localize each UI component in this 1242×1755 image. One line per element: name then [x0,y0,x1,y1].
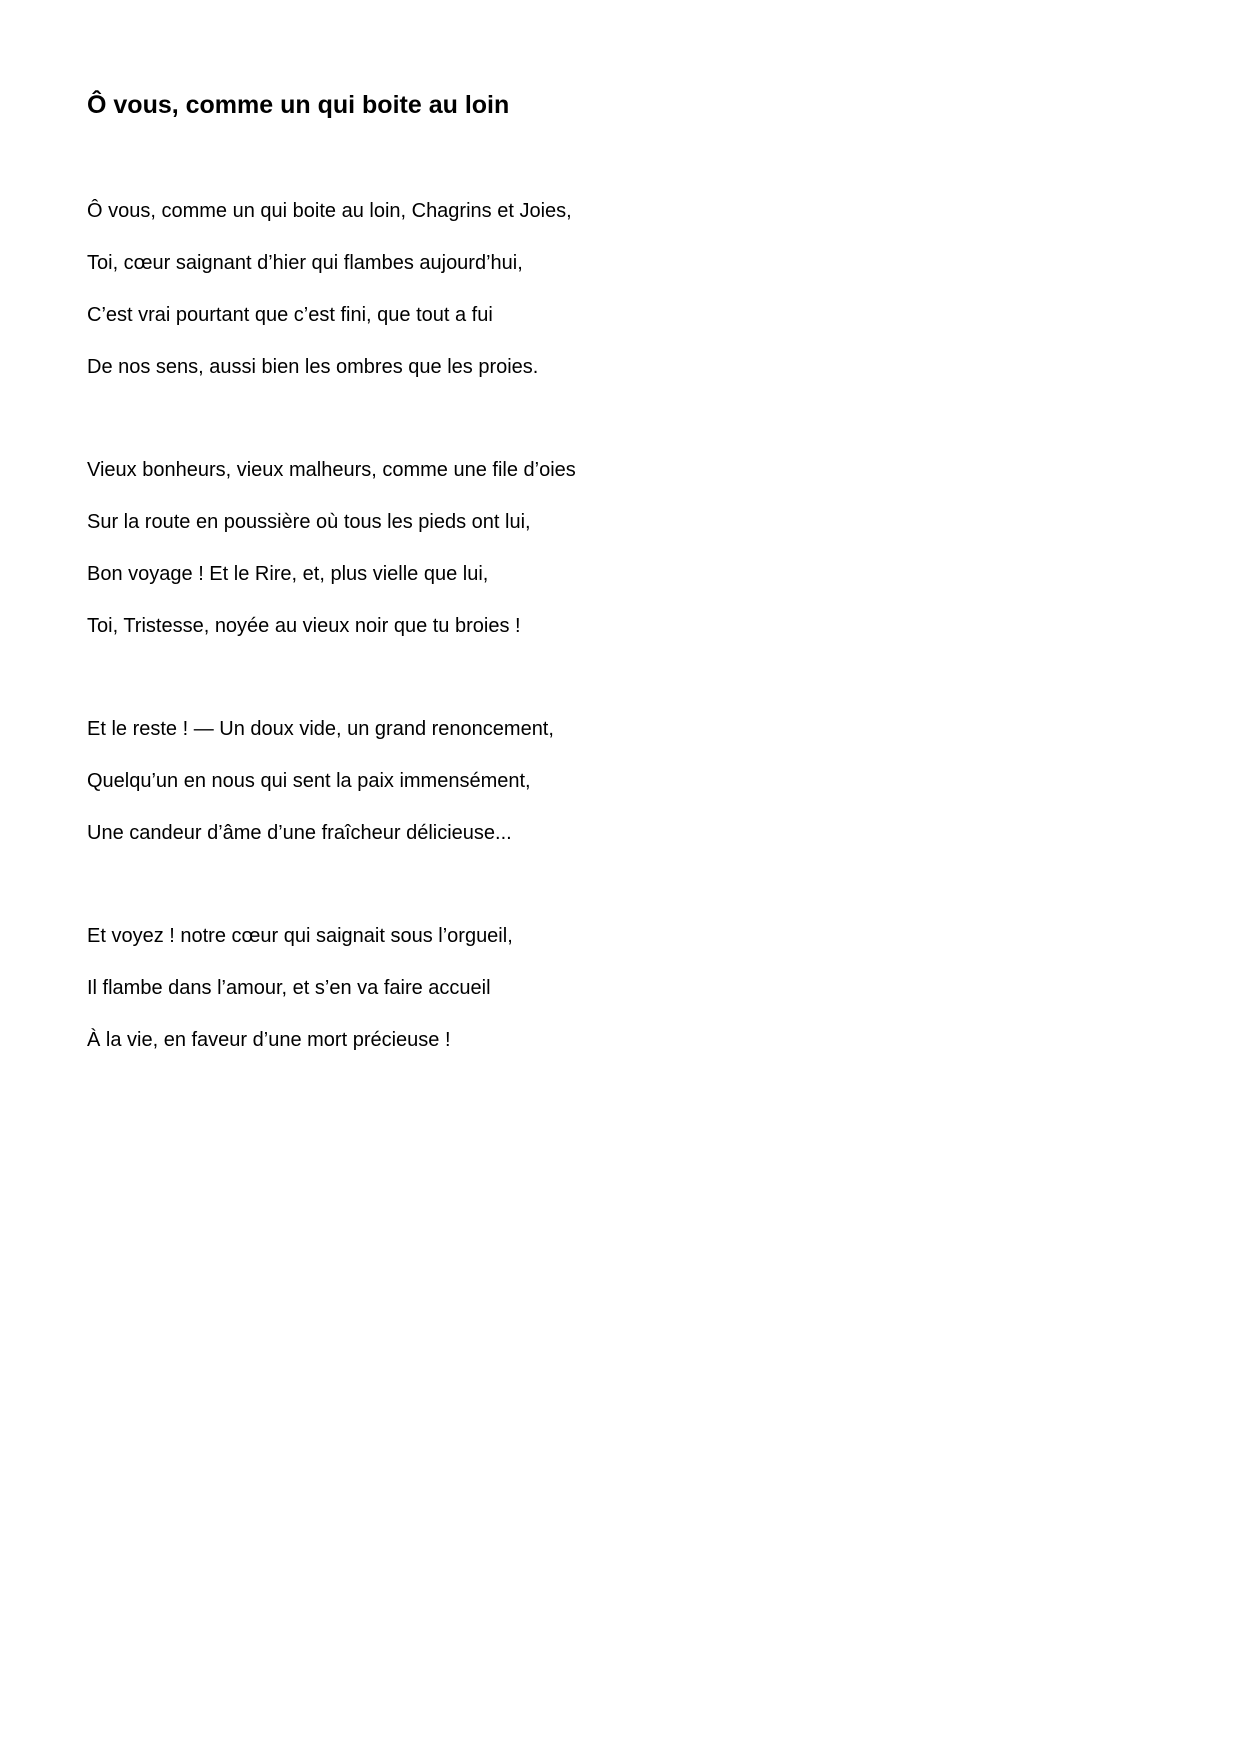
poem-line: Il flambe dans l’amour, et s’en va faire accueil [87,977,491,999]
poem-line: Bon voyage ! Et le Rire, et, plus vielle que lui, [87,563,489,585]
poem-line: Toi, cœur saignant d’hier qui flambes aujourd’hui, [87,252,523,274]
poem-line: De nos sens, aussi bien les ombres que les proies. [87,356,539,378]
poem-line: Et le reste ! — Un doux vide, un grand renoncement, [87,718,554,740]
stanza-3 [87,716,554,846]
poem-line: Quelqu’un en nous qui sent la paix immensément, [87,770,531,792]
poem-line: À la vie, en faveur d’une mort précieuse ! [87,1029,451,1051]
poem-line: C’est vrai pourtant que c’est fini, que tout a fui [87,304,493,326]
poem-line: Et voyez ! notre cœur qui saignait sous l’orgueil, [87,925,513,947]
poem-line: Ô vous, comme un qui boite au loin, Chagrins et Joies, [87,200,572,222]
stanza-2 [87,457,576,639]
poem-title: Ô vous, comme un qui boite au loin [87,91,510,119]
poem-line: Vieux bonheurs, vieux malheurs, comme une file d’oies [87,459,576,481]
stanza-1 [87,198,572,380]
poem-line: Toi, Tristesse, noyée au vieux noir que tu broies ! [87,615,521,637]
poem-line: Une candeur d’âme d’une fraîcheur délicieuse... [87,822,512,844]
stanza-4 [87,923,513,1053]
poem-line: Sur la route en poussière où tous les pieds ont lui, [87,511,531,533]
